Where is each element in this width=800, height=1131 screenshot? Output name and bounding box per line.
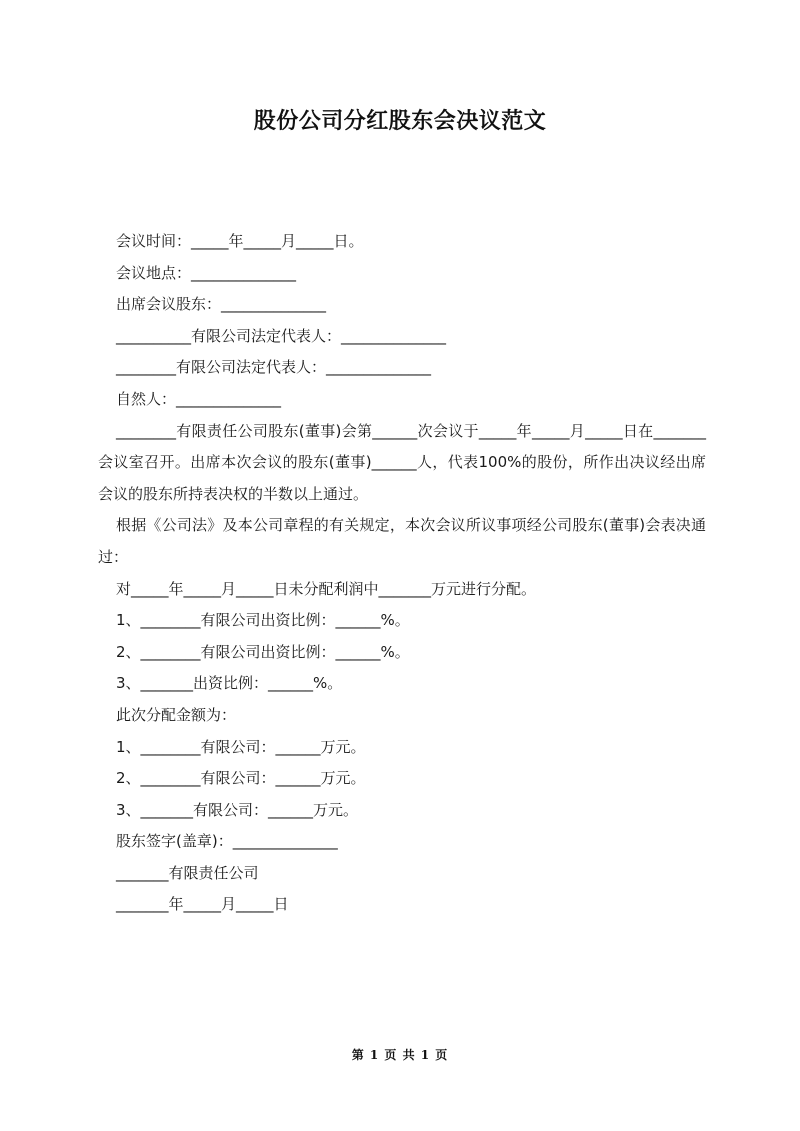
meeting-paragraph: ________有限责任公司股东(董事)会第______次会议于_____年_____月_____日在_______会议室召开。出席本次会议的股东(董事)______人，代表100%的股份，所作出决议经出席会议的股东所持表决权的半数以上通过。: [98, 421, 706, 503]
distribution-intro-line: 对_____年_____月_____日未分配利润中_______万元进行分配。: [116, 579, 537, 598]
signature-line: 股东签字(盖章)：______________: [116, 832, 338, 851]
ratio-line-1: 1、________有限公司出资比例：______%。: [116, 611, 410, 630]
company-line: _______有限责任公司: [116, 863, 259, 882]
amount-line-1: 1、________有限公司：______万元。: [116, 737, 366, 756]
ratio-line-3: 3、_______出资比例：______%。: [116, 674, 343, 693]
meeting-time-line: 会议时间：_____年_____月_____日。: [116, 232, 364, 250]
amount-line-3: 3、_______有限公司：______万元。: [116, 800, 359, 819]
date-line: _______年_____月_____日: [116, 895, 289, 914]
meeting-place-line: 会议地点：______________: [116, 263, 297, 282]
document-body: [98, 226, 706, 921]
document-title: 股份公司分红股东会决议范文: [253, 109, 547, 134]
page-footer: 第 1 页 共 1 页: [351, 1048, 449, 1062]
attending-shareholders-line: 出席会议股东：______________: [116, 295, 327, 314]
amount-line-2: 2、________有限公司：______万元。: [116, 769, 366, 788]
legal-representative-line-1: __________有限公司法定代表人：______________: [116, 326, 447, 345]
resolution-paragraph: 根据《公司法》及本公司章程的有关规定，本次会议所议事项经公司股东(董事)会表决通过：: [98, 516, 706, 566]
legal-representative-line-2: ________有限公司法定代表人：______________: [116, 358, 432, 377]
ratio-line-2: 2、________有限公司出资比例：______%。: [116, 642, 410, 661]
natural-person-line: 自然人：______________: [116, 389, 282, 408]
amount-heading-line: 此次分配金额为：: [116, 705, 237, 724]
